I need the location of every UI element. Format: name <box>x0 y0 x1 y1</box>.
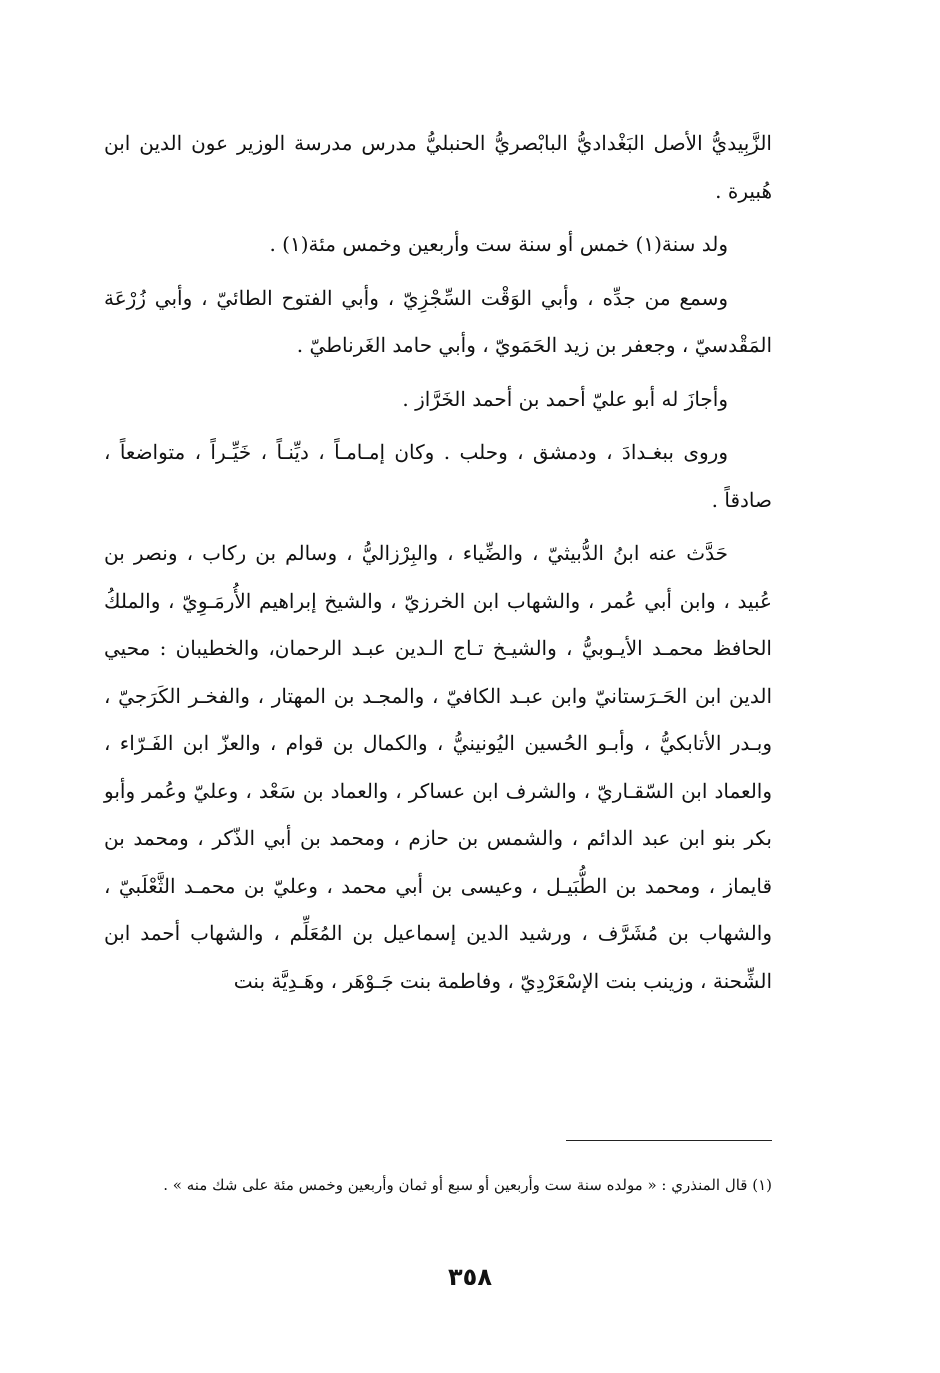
main-text <box>104 120 772 1005</box>
paragraph-narration: وروى ببغـدادَ ، ودمشق ، وحلب . وكان إمـامـاً ، ديِّنـاً ، خَيِّـراً ، متواضعاً ، صادقاً . <box>104 440 772 512</box>
footnote-separator <box>566 1140 772 1141</box>
paragraph-ijaza: وأجازَ له أبو عليّ أحمد بن أحمد الخَرَّاز . <box>402 386 728 411</box>
paragraph-students: حَدَّث عنه ابنُ الدُّبيثيّ ، والضِّياء ، والبِرْزاليُّ ، وسالم بن ركاب ، ونصر بن عُبيد ، وابن أبي عُمر ، والشهاب ابن الخرزيّ ، والشيخ إبراهيم الأُرمَـوِيّ ، والملكُ الحافظ محمـد الأيـوبيُّ ، والشيـخ تـاج الـدين عبـد الرحمان، والخطيبان : محيي الدين ابن الحَـرَستانيّ وابن عبـد الكافيّ ، والمجـد بن المهتار ، والفخـر الكَرَجيّ ، وبـدر الأتابكيُّ ، وأبـو الحُسين اليُونينيُّ ، والكمال بن قوام ، والعزّ ابن الفَـرّاء ، والعماد ابن السّقـاريّ ، والشرف ابن عساكر ، والعماد بن سَعْد ، وعليّ وعُمر وأبو بكر بنو ابن عبد الدائم ، والشمس بن حازم ، ومحمد بن أبي الذّكر ، ومحمد بن قايماز ، ومحمد بن الطُّبَيـل ، وعيسى بن أبي محمد ، وعليّ بن محمـد الثَّعْلَبيّ ، والشهاب بن مُشَرَّف ، ورشيد الدين إسماعيل بن المُعَلِّم ، والشهاب أحمد ابن الشِّحنة ، وزينب بنت الإسْعَرْدِيّ ، وفاطمة بنت جَـوْهَر ، وهَـدِيَّة بنت <box>104 541 772 993</box>
paragraph-teachers: وسمع من جدِّه ، وأبي الوَقْت السِّجْزِيّ ، وأبي الفتوح الطائيّ ، وأبي زُرْعَة المَقْدسيّ ، وجعفر بن زيد الحَمَويّ ، وأبي حامد الغَرناطيّ . <box>104 285 772 357</box>
paragraph-birth: ولد سنة(١) خمس أو سنة ست وأربعين وخمس مئة(١) . <box>269 232 728 256</box>
paragraph-lineage: الزَّبِيديُّ الأصل البَغْداديُّ البابْصريُّ الحنبليُّ مدرس مدرسة الوزير عون الدين ابن هُبيرة . <box>104 131 772 203</box>
page-number: ٣٥٨ <box>448 1263 492 1291</box>
footnote: (١) قال المنذري : « مولده سنة ست وأربعين أو سبع أو ثمان وأربعين وخمس مئة على شك منه » . <box>163 1176 772 1194</box>
